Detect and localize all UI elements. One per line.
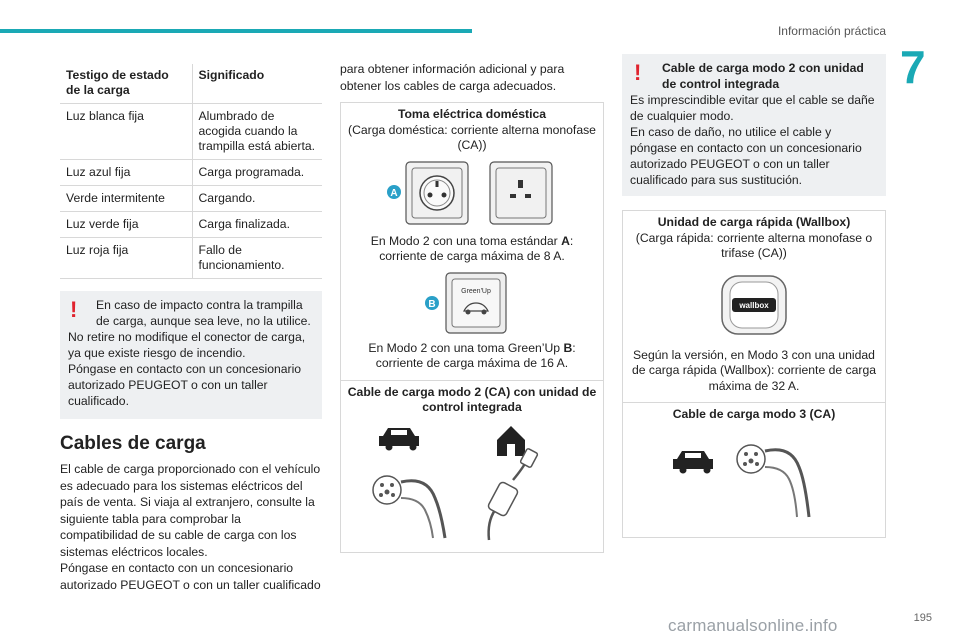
charge-indicator-table — [60, 64, 322, 279]
warning-text: En caso de impacto contra la trampilla de carga, aunque sea leve, no la utilice. — [96, 298, 311, 328]
card-title: Unidad de carga rápida (Wallbox) — [657, 215, 851, 229]
table-cell: Carga finalizada. — [192, 212, 322, 238]
table-row — [60, 104, 322, 160]
table-cell: Fallo de funcionamiento. — [192, 238, 322, 279]
table-cell: Carga programada. — [192, 160, 322, 186]
socket-a-description — [347, 234, 597, 265]
table-header-cell: Significado — [192, 64, 322, 104]
socket-badge-a: A — [390, 187, 398, 199]
plug-connector-icon — [373, 476, 445, 538]
table-cell: Luz roja fija — [60, 238, 192, 279]
table-cell: Luz verde fija — [60, 212, 192, 238]
column-3 — [622, 54, 886, 538]
warning-title: Cable de carga modo 2 con unidad de control integrada — [662, 61, 864, 91]
card-title: Cable de carga modo 2 (CA) con unidad de control integrada — [347, 384, 597, 414]
wallbox-card — [622, 210, 886, 538]
column-1 — [60, 64, 322, 593]
description-text: En Modo 2 con una toma estándar — [370, 233, 562, 248]
description-text: : corriente de carga máxima de 16 A. — [375, 340, 576, 370]
warning-icon: ! — [634, 60, 642, 85]
watermark: carmanualsonline.info — [668, 616, 838, 635]
socket-figure-a — [347, 160, 597, 228]
domestic-socket-section — [341, 103, 603, 381]
page-section-title: Información práctica — [777, 24, 886, 38]
greenup-label: Green'Up — [461, 287, 491, 295]
table-row — [60, 212, 322, 238]
mode2-warning-box — [622, 54, 886, 196]
plug-connector-icon — [737, 445, 809, 517]
cable-compatibility-card — [340, 102, 604, 553]
car-icon — [673, 451, 713, 474]
warning-text: En caso de daño, no utilice el cable y póngase en contacto con un concesionario autorizado PEUGEOT o con un taller cualificado para sus sustitución. — [630, 125, 862, 187]
table-header-cell: Testigo de estado de la carga — [66, 68, 169, 97]
mode3-cable-figure — [629, 429, 879, 529]
greenup-socket-icon — [422, 271, 522, 335]
socket-figure-b — [347, 271, 597, 335]
wallbox-brand: wallbox — [739, 300, 769, 310]
card-title: Toma eléctrica doméstica — [397, 107, 547, 121]
socket-badge-b: B — [428, 298, 436, 310]
house-icon — [497, 426, 525, 456]
description-text: En Modo 2 con una toma Green’Up — [368, 340, 564, 355]
impact-warning-box — [60, 291, 322, 419]
warning-icon: ! — [70, 297, 78, 322]
socket-b-description — [347, 341, 597, 372]
wallbox-description: Según la versión, en Modo 3 con una unidad de carga rápida (Wallbox): corriente de carga máxima de 32 A. — [631, 347, 877, 393]
warning-text: Póngase en contacto con un concesionario autorizado PEUGEOT o con un taller cualificado. — [68, 362, 302, 408]
socket-letter: B — [563, 340, 573, 355]
body-paragraph: para obtener información adicional y para obtener los cables de carga adecuados. — [340, 62, 565, 93]
wallbox-charger-icon — [718, 272, 790, 338]
chapter-number: 7 — [900, 41, 926, 93]
table-row — [60, 160, 322, 186]
warning-text: Es imprescindible evitar que el cable se dañe de cualquier modo. — [630, 93, 875, 123]
wallbox-section — [623, 211, 885, 403]
mode2-cable-illustration — [347, 422, 597, 544]
standard-socket-icon — [382, 160, 562, 228]
card-subtitle: (Carga doméstica: corriente alterna monofase (CA)) — [348, 122, 596, 152]
socket-letter: A — [561, 233, 570, 248]
table-cell: Luz azul fija — [60, 160, 192, 186]
table-cell: Alumbrado de acogida cuando la trampilla está abierta. — [192, 104, 322, 160]
column-2 — [340, 61, 604, 553]
body-paragraph: Póngase en contacto con un concesionario autorizado PEUGEOT o con un taller cualificado — [60, 561, 321, 592]
table-row — [60, 238, 322, 279]
table-row — [60, 186, 322, 212]
mode3-cable-section — [623, 403, 885, 537]
table-cell: Cargando. — [192, 186, 322, 212]
card-subtitle: (Carga rápida: corriente alterna monofase o trifase (CA)) — [635, 230, 873, 260]
mode3-cable-illustration — [629, 429, 879, 529]
mode2-cable-section — [341, 381, 603, 552]
body-paragraph: El cable de carga proporcionado con el vehículo es adecuado para los sistemas eléctricos del país de venta. Si viaja al extranjero, consulte la siguiente tabla para comprobar la compatibilidad de su cable de carga con los sistemas eléctricos locales. — [60, 462, 321, 559]
card-title: Cable de carga modo 3 (CA) — [672, 407, 836, 421]
table-cell: Verde intermitente — [60, 186, 192, 212]
section-heading: Cables de carga — [60, 433, 206, 454]
mode2-cable-figure — [347, 422, 597, 544]
page-number: 195 — [913, 612, 932, 624]
table-header-row — [60, 64, 322, 104]
warning-text: No retire no modifique el conector de carga, ya que existe riesgo de incendio. — [68, 330, 306, 360]
car-icon — [379, 428, 419, 451]
control-box-icon — [487, 448, 538, 540]
description-text: : corriente de carga máxima de 8 A. — [379, 233, 574, 263]
wallbox-figure — [629, 272, 879, 338]
table-cell: Luz blanca fija — [60, 104, 192, 160]
header-accent-bar — [0, 29, 472, 33]
